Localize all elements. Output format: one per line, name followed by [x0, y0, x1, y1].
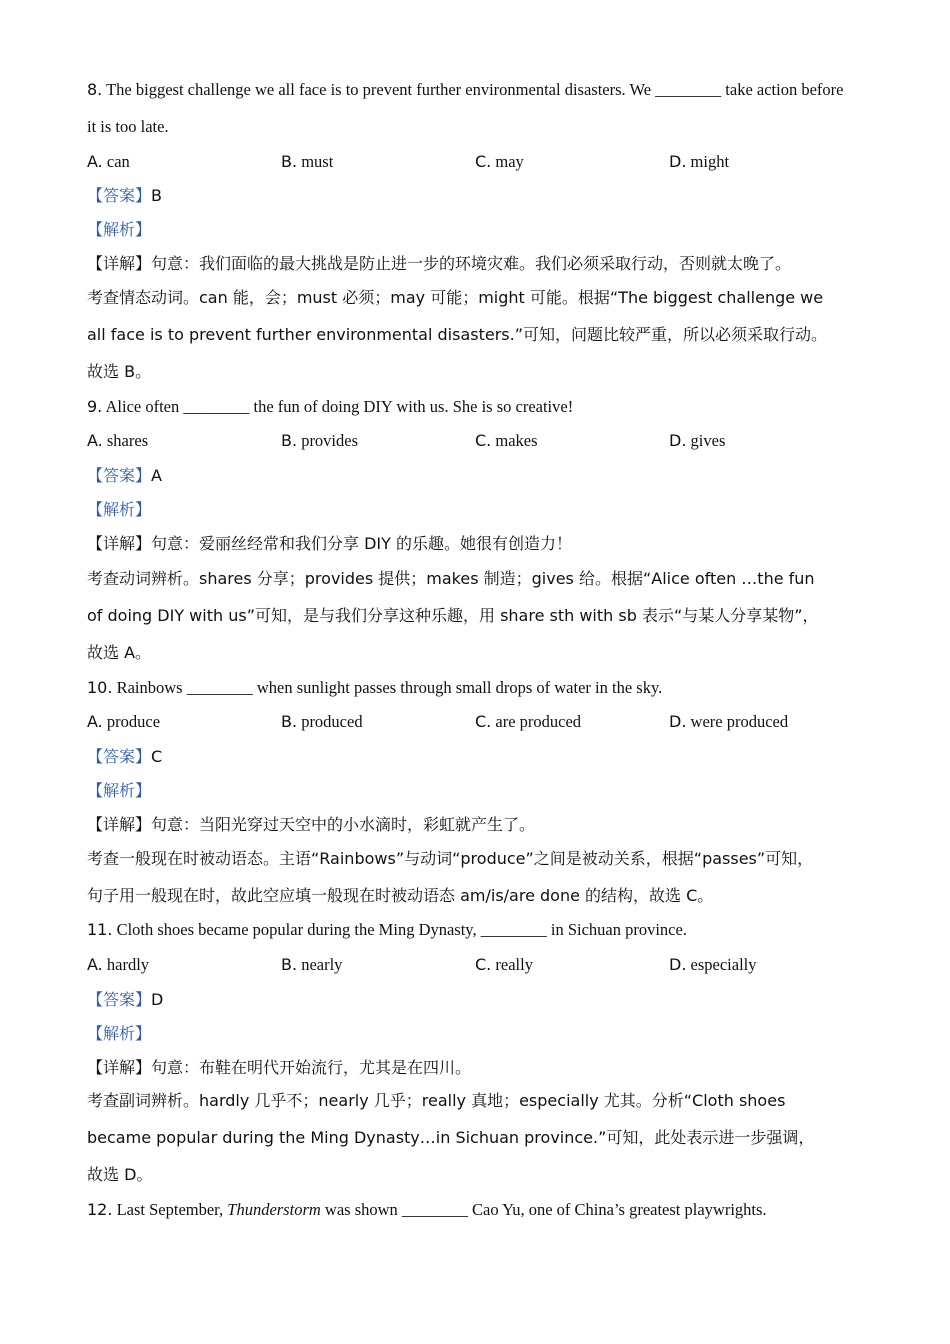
question-11-stem: 11. Cloth shoes became popular during the Ming Dynasty, ________ in Sichuan province.	[87, 920, 687, 939]
question-9-detail: 【详解】句意：爱丽丝经常和我们分享 DIY 的乐趣。她很有创造力！	[87, 534, 573, 553]
question-11-explanation-2: became popular during the Ming Dynasty…in Sichuan province.”可知，此处表示进一步强调，	[87, 1128, 815, 1147]
question-8-analysis-label: 【解析】	[87, 220, 152, 239]
question-10-answer: 【答案】C	[87, 747, 163, 766]
question-9-option-b: B. provides	[281, 431, 359, 450]
question-10-explanation-1: 考查一般现在时被动语态。主语“Rainbows”与动词“produce”之间是被动关系，根据“passes”可知，	[87, 849, 814, 868]
question-11-analysis-label: 【解析】	[87, 1024, 152, 1043]
question-11-explanation-3: 故选 D。	[87, 1165, 153, 1184]
question-11-detail: 【详解】句意：布鞋在明代开始流行，尤其是在四川。	[87, 1058, 472, 1077]
question-8-stem-cont: it is too late.	[87, 117, 169, 136]
question-11-explanation-1: 考查副词辨析。hardly 几乎不；nearly 几乎；really 真地；especially 尤其。分析“Cloth shoes	[87, 1091, 786, 1110]
question-8-option-c: C. may	[475, 152, 524, 171]
question-8-explanation-1: 考查情态动词。can 能，会；must 必须；may 可能；might 可能。根据“The biggest challenge we	[87, 288, 824, 307]
question-10-option-a: A. produce	[87, 712, 161, 731]
question-8-explanation-3: 故选 B。	[87, 362, 152, 381]
question-9-option-d: D. gives	[669, 431, 726, 450]
question-11-option-c: C. really	[475, 955, 533, 974]
question-11-option-a: A. hardly	[87, 955, 150, 974]
question-10-stem: 10. Rainbows ________ when sunlight passes through small drops of water in the sky.	[87, 678, 663, 697]
question-10-option-b: B. produced	[281, 712, 363, 731]
question-9-option-a: A. shares	[87, 431, 149, 450]
question-8-explanation-2: all face is to prevent further environmental disasters.”可知，问题比较严重，所以必须采取行动。	[87, 325, 827, 344]
question-9-answer: 【答案】A	[87, 466, 162, 485]
question-8-detail: 【详解】句意：我们面临的最大挑战是防止进一步的环境灾难。我们必须采取行动，否则就太晚了。	[87, 254, 792, 273]
play-title: Thunderstorm	[227, 1200, 321, 1219]
question-10-explanation-2: 句子用一般现在时，故此空应填一般现在时被动语态 am/is/are done 的结构，故选 C。	[87, 886, 714, 905]
question-9-analysis-label: 【解析】	[87, 500, 152, 519]
question-11-option-b: B. nearly	[281, 955, 343, 974]
question-9-option-c: C. makes	[475, 431, 538, 450]
question-12-stem: 12. Last September, Thunderstorm was shown ________ Cao Yu, one of China’s greatest playwrights.	[87, 1200, 767, 1219]
question-11-option-d: D. especially	[669, 955, 757, 974]
question-11-answer: 【答案】D	[87, 990, 164, 1009]
question-9-explanation-3: 故选 A。	[87, 643, 152, 662]
question-10-detail: 【详解】句意：当阳光穿过天空中的小水滴时，彩虹就产生了。	[87, 815, 536, 834]
question-9-stem: 9. Alice often ________ the fun of doing DIY with us. She is so creative!	[87, 397, 574, 416]
question-8-option-d: D. might	[669, 152, 730, 171]
question-9-explanation-2: of doing DIY with us”可知，是与我们分享这种乐趣，用 share sth with sb 表示“与某人分享某物”，	[87, 606, 819, 625]
question-10-option-d: D. were produced	[669, 712, 789, 731]
question-9-explanation-1: 考查动词辨析。shares 分享；provides 提供；makes 制造；gives 给。根据“Alice often …the fun	[87, 569, 815, 588]
question-8-stem: 8. The biggest challenge we all face is to prevent further environmental disasters. We ________ take action before	[87, 80, 844, 99]
question-8-answer: 【答案】B	[87, 186, 162, 205]
question-8-option-a: A. can	[87, 152, 130, 171]
question-10-analysis-label: 【解析】	[87, 781, 152, 800]
question-8-option-b: B. must	[281, 152, 334, 171]
question-10-option-c: C. are produced	[475, 712, 582, 731]
